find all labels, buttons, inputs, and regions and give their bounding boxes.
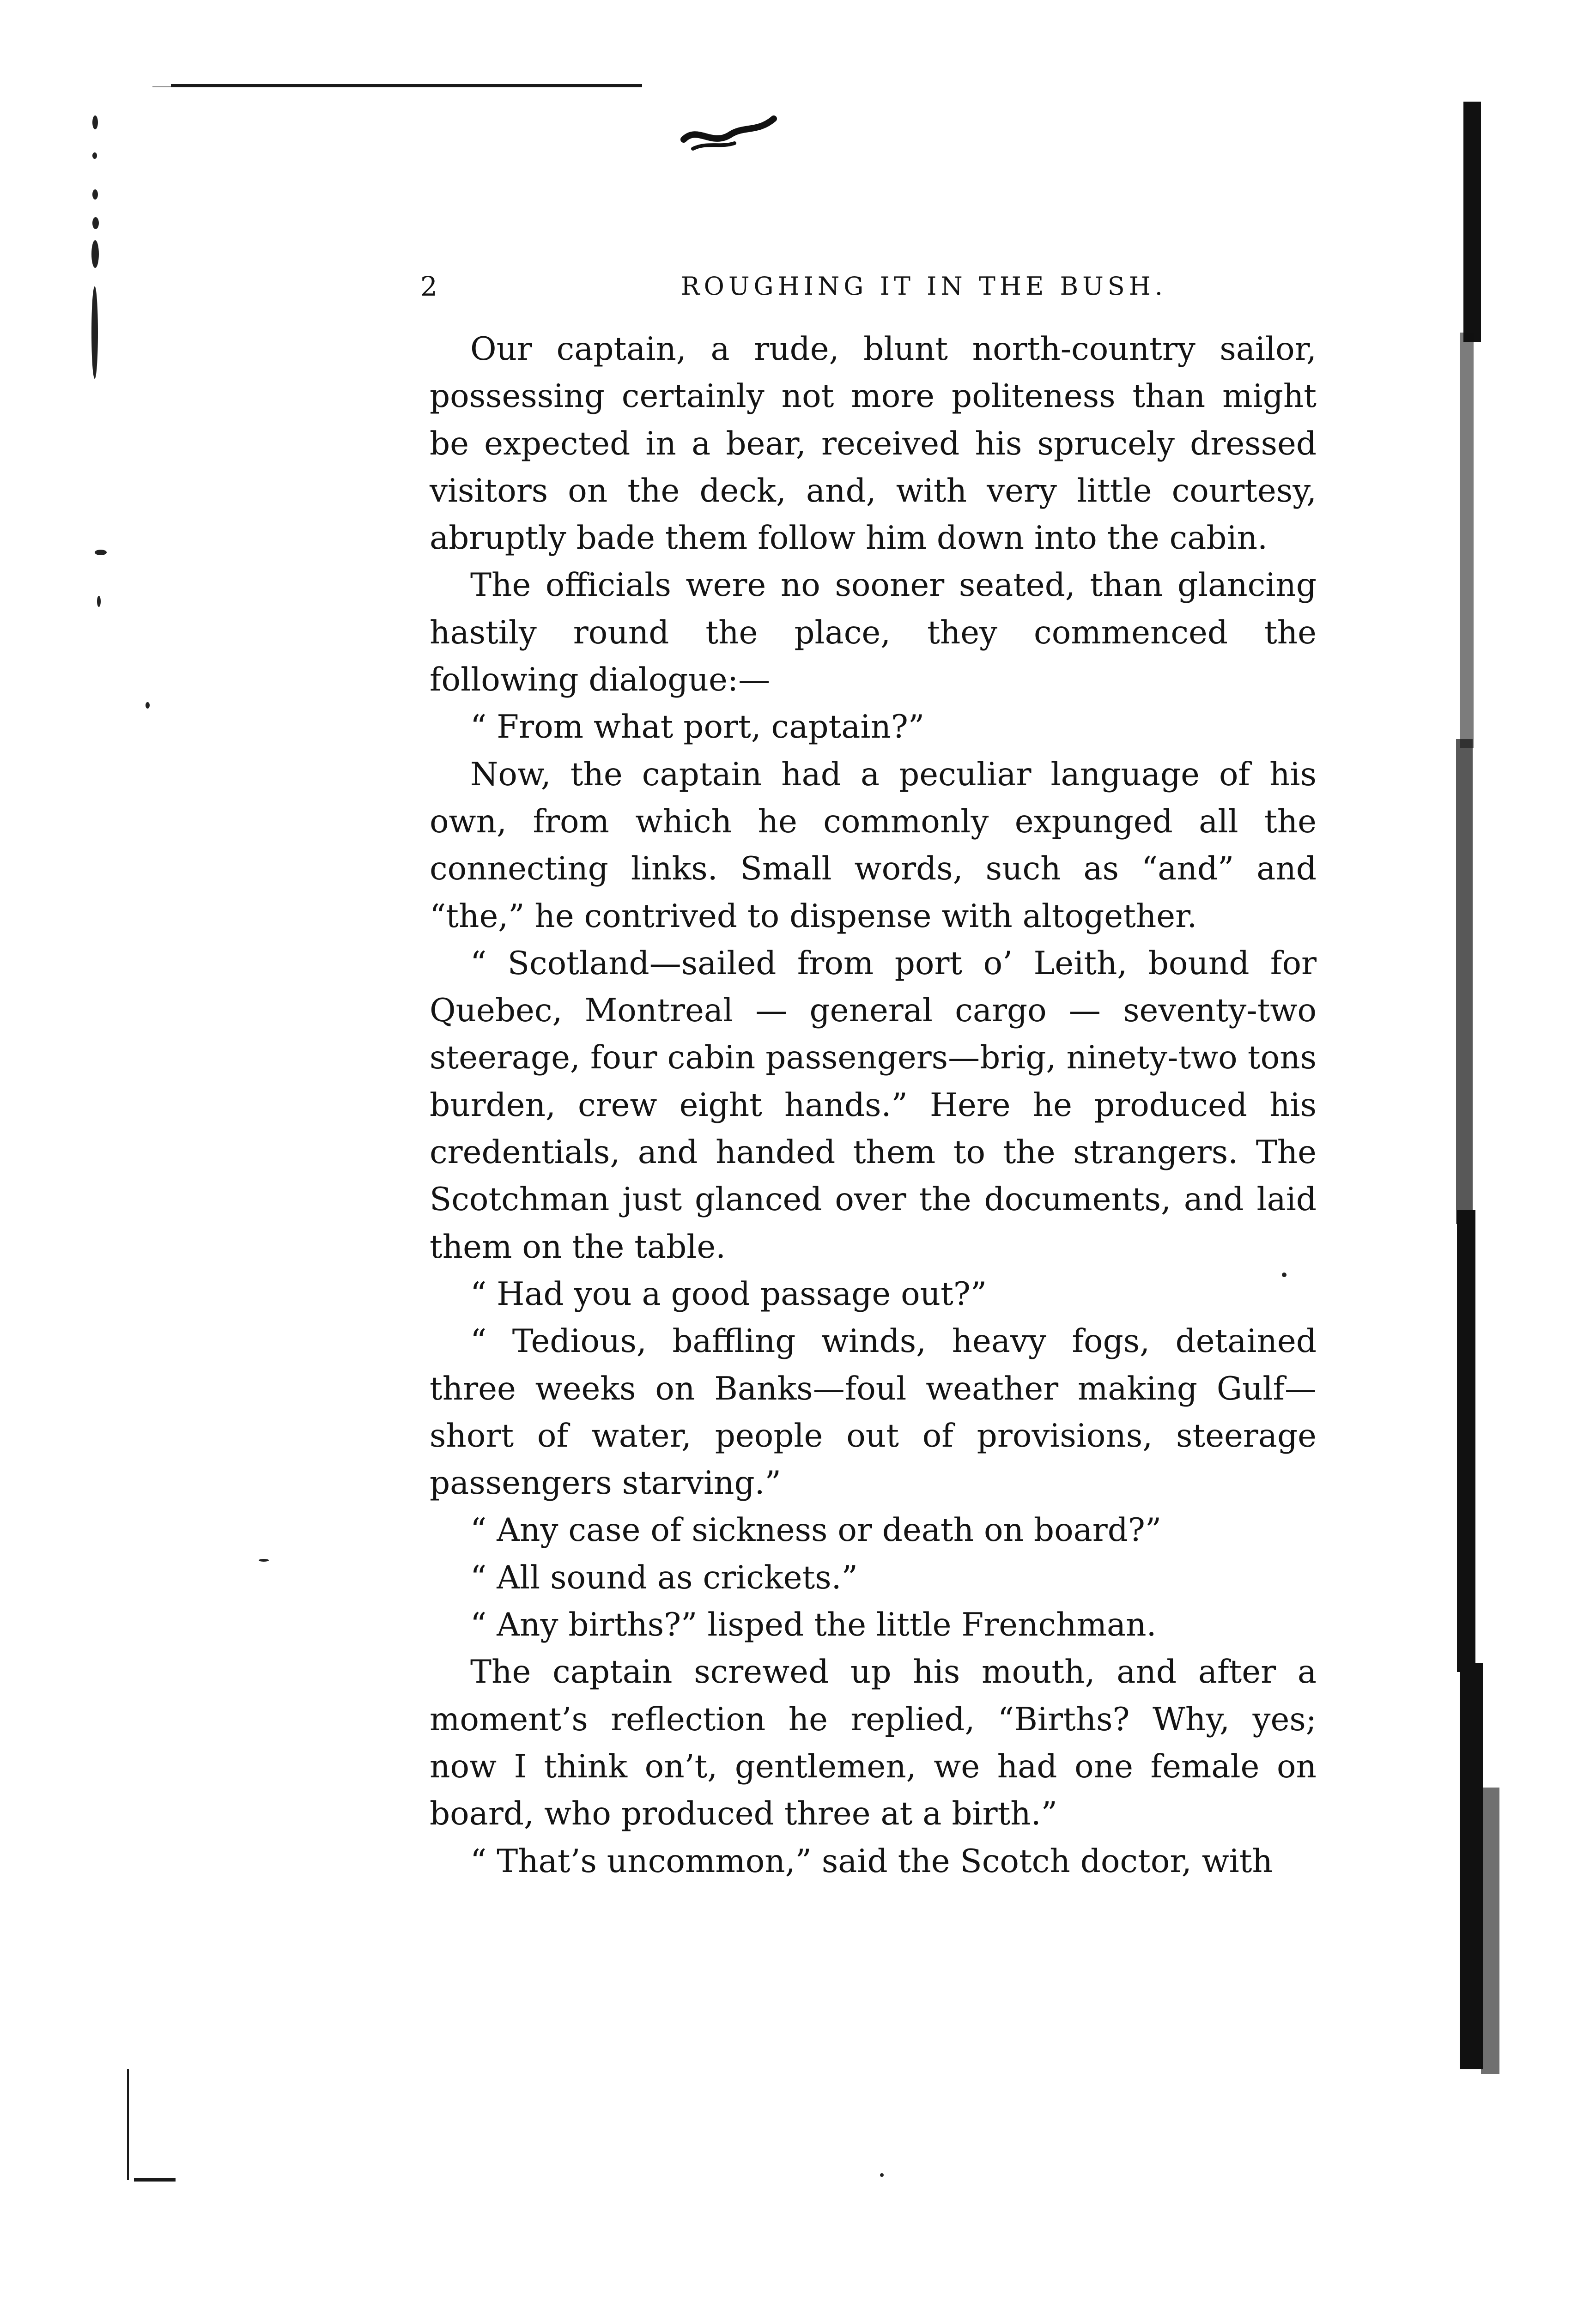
- paragraph: “ Any case of sickness or death on board?”: [470, 1512, 1162, 1549]
- scan-artifact-bottom-rule: [134, 2178, 176, 2182]
- paragraph: “ From what port, captain?”: [470, 709, 925, 746]
- body-text: [430, 326, 1317, 1885]
- paragraph: Now, the captain had a peculiar language of his own, from which he commonly expunged all the connecting links. Small words, such as “and” and “the,” he contrived to dispense with altogether.: [430, 756, 1317, 935]
- paragraph: “ All sound as crickets.”: [470, 1559, 858, 1596]
- scan-artifact-top-rule-faint: [152, 86, 171, 87]
- paragraph: The officials were no sooner seated, than glancing hastily round the place, they commenced the following dialogue:—: [430, 567, 1317, 699]
- ornament-flourish: [679, 107, 781, 158]
- running-title: ROUGHING IT IN THE BUSH.: [681, 272, 1167, 301]
- scan-artifact-top-rule: [171, 84, 642, 87]
- paragraph: The captain screwed up his mouth, and after a moment’s reflection he replied, “Births? Why, yes; now I think on’t, gentlemen, we had one female on board, who produced three at a birth.”: [430, 1654, 1317, 1833]
- paragraph: “ That’s uncommon,” said the Scotch doctor, with: [470, 1842, 1273, 1880]
- scan-speck: [880, 2173, 884, 2177]
- scan-speck: [92, 217, 99, 229]
- scan-speck: [97, 596, 101, 607]
- running-head: [420, 268, 1349, 305]
- scan-speck: [91, 286, 98, 379]
- paragraph: “ Any births?” lisped the little Frenchman.: [470, 1606, 1157, 1644]
- paragraph: “ Scotland—sailed from port o’ Leith, bound for Quebec, Montreal — general cargo — seventy-two steerage, four cabin passengers—brig, ninety-two tons burden, crew eight hands.” Here he produced his credentials, and handed them to the strangers. The Scotchman just glanced over the documents, and laid them on the table.: [430, 945, 1317, 1266]
- scan-speck: [259, 1559, 269, 1562]
- scan-artifact-binding-shadow: [1450, 102, 1543, 2069]
- scan-speck: [92, 152, 97, 159]
- scan-speck: [92, 189, 98, 200]
- scan-speck: [146, 702, 150, 709]
- paragraph: Our captain, a rude, blunt north-country sailor, possessing certainly not more politeness than might be expected in a bear, received his sprucely dressed visitors on the deck, and, with very little courtesy, abruptly bade them follow him down into the cabin.: [430, 331, 1317, 557]
- scan-speck: [91, 240, 99, 268]
- paragraph: “ Tedious, baffling winds, heavy fogs, detained three weeks on Banks—foul weather making Gulf—short of water, people out of provisions, steerage passengers starving.”: [430, 1323, 1317, 1502]
- page-number: 2: [420, 271, 437, 302]
- paragraph: “ Had you a good passage out?”: [470, 1275, 987, 1313]
- scan-artifact-left-rule: [127, 2069, 129, 2180]
- scan-speck: [95, 550, 107, 555]
- scan-speck: [92, 115, 98, 129]
